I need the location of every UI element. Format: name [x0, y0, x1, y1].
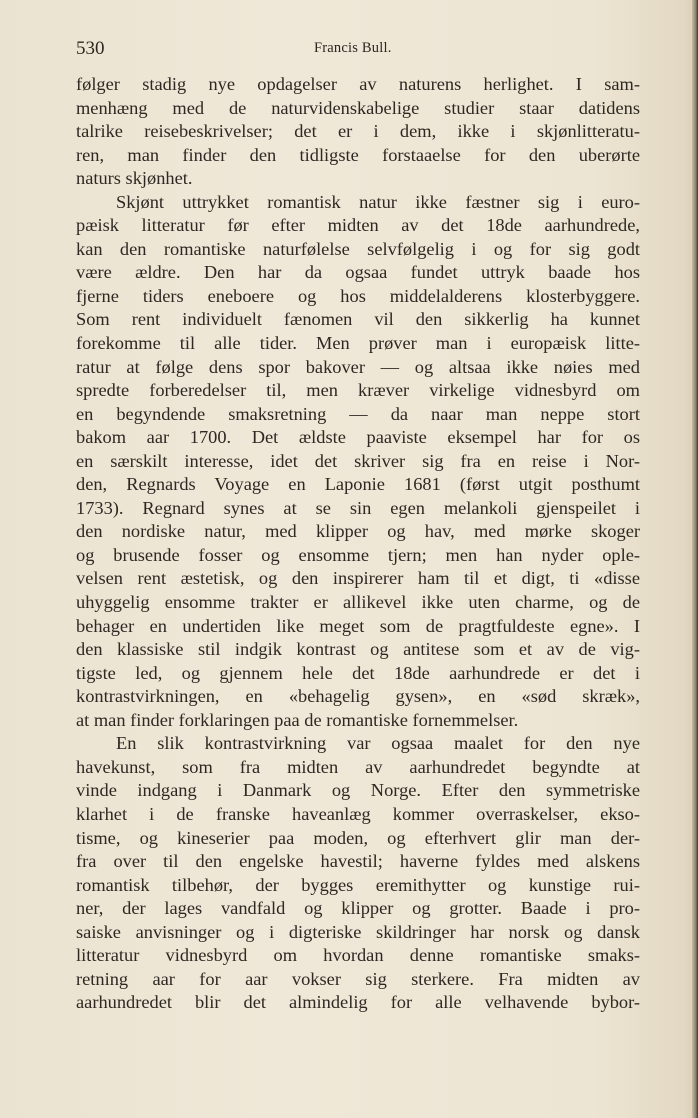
text-line: fra over til den engelske havestil; haverne fyldes med alskens: [76, 851, 640, 872]
text-line: den nordiske natur, med klipper og hav, med mørke skoger: [76, 521, 640, 542]
text-line: ratur at følge dens spor bakover — og altsaa ikke nøies med: [76, 356, 640, 377]
text-line: Som rent individuelt fænomen vil den sikkerlig ha kunnet: [76, 309, 640, 330]
text-line: være ældre. Den har da ogsaa fundet uttryk baade hos: [76, 262, 640, 283]
page-header: [76, 38, 640, 64]
text-line: 1733). Regnard synes at se sin egen melankoli gjenspeilet i: [76, 497, 640, 518]
text-line: talrike reisebeskrivelser; det er i dem, ikke i skjønlitteratu-: [76, 121, 640, 142]
page-number: 530: [76, 38, 105, 59]
text-line: tigste led, og gjennem hele det 18de aarhundrede er det i: [76, 662, 640, 683]
text-line: uhyggelig ensomme trakter er allikevel ikke uten charme, og de: [76, 592, 640, 613]
text-line: kan den romantiske naturfølelse selvfølgelig i og for sig godt: [76, 238, 640, 259]
text-line: klarhet i de franske haveanlæg kommer overraskelser, ekso-: [76, 803, 640, 824]
text-line: den, Regnards Voyage en Laponie 1681 (først utgit posthumt: [76, 474, 640, 495]
text-line: havekunst, som fra midten av aarhundredet begyndte at: [76, 756, 640, 777]
text-line: retning aar for aar vokser sig sterkere. Fra midten av: [76, 968, 640, 989]
text-line: spredte forberedelser til, men kræver virkelige vidnesbyrd om: [76, 380, 640, 401]
text-line: aarhundredet blir det almindelig for alle velhavende bybor-: [76, 992, 640, 1013]
text-line: vinde indgang i Danmark og Norge. Efter den symmetriske: [76, 780, 640, 801]
text-line: en begyndende smaksretning — da naar man neppe stort: [76, 403, 640, 424]
running-head: Francis Bull.: [314, 40, 392, 56]
text-line: forekomme til alle tider. Men prøver man i europæisk litte-: [76, 333, 640, 354]
text-line: pæisk litteratur før efter midten av det 18de aarhundrede,: [76, 215, 640, 236]
text-line: velsen rent æstetisk, og den inspirerer ham til et digt, ti «disse: [76, 568, 640, 589]
text-line: den klassiske stil indgik kontrast og antitese som et av de vig-: [76, 639, 640, 660]
text-line: menhæng med de naturvidenskabelige studier staar datidens: [76, 97, 640, 118]
text-line: behager en undertiden like meget som de pragtfuldeste egne». I: [76, 615, 640, 636]
text-line: naturs skjønhet.: [76, 168, 193, 189]
text-line: En slik kontrastvirkning var ogsaa maalet for den nye: [116, 733, 640, 754]
text-line: litteratur vidnesbyrd om hvordan denne romantiske smaks-: [76, 945, 640, 966]
text-line: ner, der lages vandfald og klipper og grotter. Baade i pro-: [76, 898, 640, 919]
text-line: følger stadig nye opdagelser av naturens herlighet. I sam-: [76, 74, 640, 94]
text-line: bakom aar 1700. Det ældste paaviste eksempel har for os: [76, 427, 640, 448]
text-line: fjerne tiders eneboere og hos middelalderens klosterbyggere.: [76, 285, 640, 306]
text-line: tisme, og kineserier paa moden, og efterhvert glir man der-: [76, 827, 640, 848]
text-line: en særskilt interesse, idet det skriver sig fra en reise i Nor-: [76, 450, 640, 471]
text-line: romantisk tilbehør, der bygges eremithytter og kunstige rui-: [76, 874, 640, 895]
text-line: og brusende fosser og ensomme tjern; men han nyder ople-: [76, 544, 640, 565]
text-line: ren, man finder den tidligste forstaaelse for den uberørte: [76, 144, 640, 165]
text-line: saiske anvisninger og i digteriske skildringer har norsk og dansk: [76, 921, 640, 942]
text-line: Skjønt uttrykket romantisk natur ikke fæstner sig i euro-: [116, 191, 640, 212]
page-edge-shadow: [692, 0, 698, 1118]
text-line: at man finder forklaringen paa de romantiske fornemmelser.: [76, 709, 519, 730]
text-line: kontrastvirkningen, en «behagelig gysen», en «sød skræk»,: [76, 686, 640, 707]
body-text: [76, 73, 640, 1015]
